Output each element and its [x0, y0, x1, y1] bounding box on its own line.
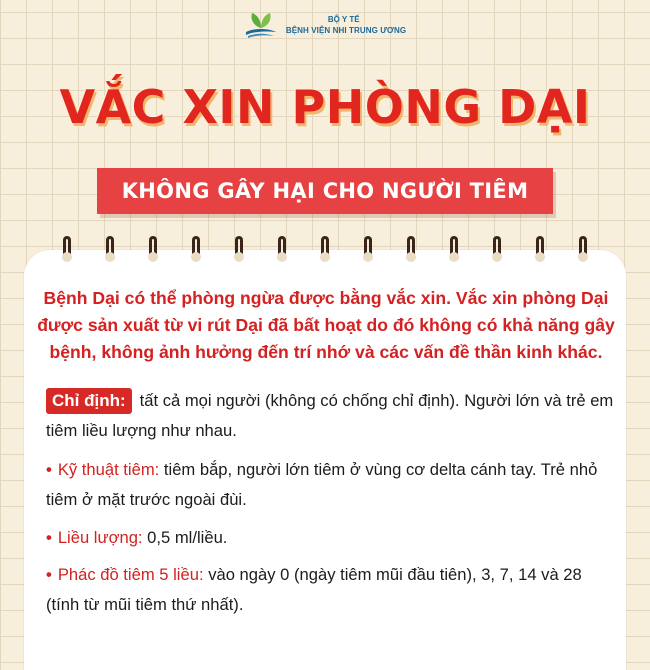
binder-ring-icon — [447, 236, 461, 266]
binder-ring-icon — [146, 236, 160, 266]
list-item-dosage — [46, 523, 618, 553]
header-logo — [0, 10, 650, 40]
list-item-technique — [46, 455, 618, 515]
binder-ring-icon — [490, 236, 504, 266]
technique-label: Kỹ thuật tiêm: — [57, 460, 160, 479]
schedule-text: vào ngày 0 (ngày tiêm mũi đầu tiên), 3, 7, 14 và 28 (tính từ mũi tiêm thứ nhất). — [46, 565, 582, 614]
binder-ring-icon — [189, 236, 203, 266]
binder-ring-icon — [361, 236, 375, 266]
indication-block — [46, 386, 618, 446]
dosage-text: 0,5 ml/liều. — [147, 528, 228, 547]
bullet-icon: • — [46, 460, 52, 479]
logo-text — [286, 14, 406, 36]
schedule-label: Phác đồ tiêm 5 liều: — [57, 565, 204, 584]
indication-label: Chỉ định: — [46, 388, 132, 414]
binder-ring-icon — [576, 236, 590, 266]
binder-ring-icon — [60, 236, 74, 266]
binder-ring-icon — [232, 236, 246, 266]
binder-ring-icon — [318, 236, 332, 266]
hospital-name: BỆNH VIỆN NHI TRUNG ƯƠNG — [285, 26, 407, 35]
binder-ring-icon — [103, 236, 117, 266]
ministry-name: BỘ Y TẾ — [327, 15, 360, 24]
bullet-icon: • — [46, 528, 52, 547]
technique-text: tiêm bắp, người lớn tiêm ở vùng cơ delta cánh tay. Trẻ nhỏ tiêm ở mặt trước ngoài đùi. — [46, 460, 598, 509]
dosage-label: Liều lượng: — [57, 528, 143, 547]
intro-paragraph: Bệnh Dại có thể phòng ngừa được bằng vắc xin. Vắc xin phòng Dại được sản xuất từ vi rút Dại đã bất hoạt do đó không có khả năng gây bệnh, không ảnh hưởng đến trí nhớ và các vấn đề thần kinh khác. — [37, 288, 615, 362]
subtitle-banner: KHÔNG GÂY HẠI CHO NGƯỜI TIÊM — [97, 168, 553, 214]
bullet-icon: • — [46, 565, 52, 584]
list-item-schedule — [46, 560, 618, 620]
binder-ring-icon — [533, 236, 547, 266]
binder-rings — [24, 236, 626, 276]
binder-ring-icon — [275, 236, 289, 266]
indication-text: tất cả mọi người (không có chống chỉ định). Người lớn và trẻ em tiêm liều lượng như nhau. — [46, 391, 614, 440]
page-title: VẮC XIN PHÒNG DẠI — [59, 80, 591, 134]
hospital-logo-icon — [244, 10, 278, 40]
binder-ring-icon — [404, 236, 418, 266]
